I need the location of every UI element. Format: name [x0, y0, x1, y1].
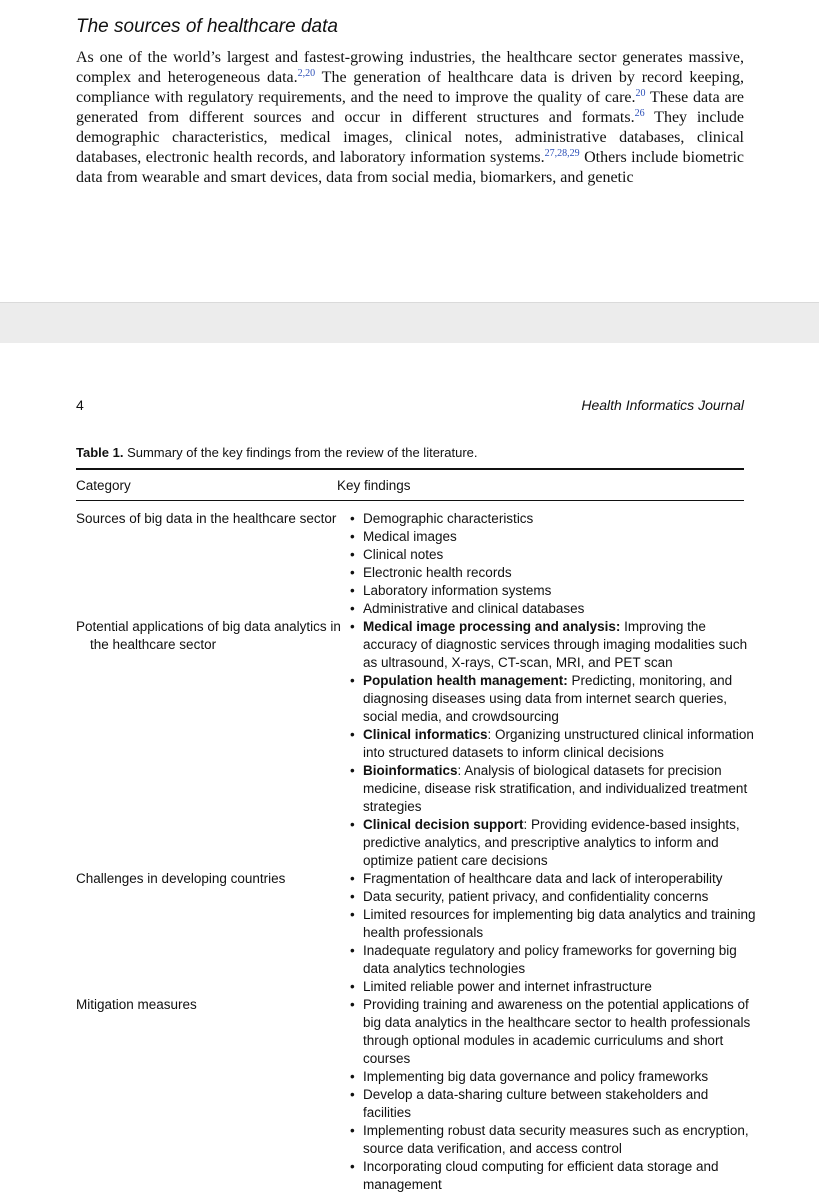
finding-item: [350, 906, 756, 942]
table-row: [76, 996, 756, 1194]
table-caption-text: Summary of the key findings from the review of the literature.: [123, 445, 478, 460]
finding-text: Implementing big data governance and policy frameworks: [363, 1069, 709, 1084]
finding-text: Data security, patient privacy, and confidentiality concerns: [363, 889, 709, 904]
category-cell: Mitigation measures: [76, 997, 197, 1012]
paragraph-text: They include demographic characteristics, medical images, clinical notes, administrative databases, clinical databases, electronic health records, and laboratory information systems.: [76, 109, 744, 166]
paragraph-text: Others include biometric data from wearable and smart devices, data from social media, biomarkers, and genetic: [76, 149, 744, 186]
finding-text: Providing training and awareness on the potential applications of big data analytics in the healthcare sector to health professionals through optional modules in academic curriculums and short courses: [363, 997, 751, 1066]
paragraph-text: The generation of healthcare data is driven by record keeping, compliance with regulatory requirements, and the need to improve the quality of care.: [76, 69, 745, 106]
findings-table-body: [76, 510, 756, 1194]
finding-item: [350, 600, 756, 618]
key-findings-cell: [346, 618, 756, 870]
finding-text: Implementing robust data security measures such as encryption, source data verification, and access control: [363, 1123, 749, 1156]
body-paragraph: [76, 48, 744, 188]
finding-text: Predicting, monitoring, and diagnosing diseases using data from internet search queries, social media, and crowdsourcing: [363, 673, 733, 724]
finding-item: [350, 1086, 756, 1122]
finding-text: Electronic health records: [363, 565, 512, 580]
finding-text: Incorporating cloud computing for efficient data storage and management: [363, 1159, 719, 1192]
key-findings-cell: [346, 996, 756, 1194]
findings-list: [350, 510, 756, 618]
finding-text: Inadequate regulatory and policy frameworks for governing big data analytics technologies: [363, 943, 737, 976]
paragraph-text: These data are generated from different sources and occur in different structures and formats.: [76, 89, 745, 126]
finding-text: Fragmentation of healthcare data and lack of interoperability: [363, 871, 723, 886]
column-header-category: Category: [76, 478, 131, 493]
table-row: [76, 870, 756, 996]
finding-title: Medical image processing and analysis:: [363, 619, 621, 634]
section-heading: The sources of healthcare data: [76, 16, 338, 37]
findings-list: [350, 996, 756, 1194]
finding-item: [350, 618, 756, 672]
page-number: 4: [76, 397, 84, 413]
finding-text: : Analysis of biological datasets for precision medicine, disease risk stratification, and individualized treatment strategies: [363, 763, 748, 814]
finding-text: Limited reliable power and internet infrastructure: [363, 979, 652, 994]
category-cell: Potential applications of big data analytics in the healthcare sector: [76, 619, 341, 652]
citation-link[interactable]: 2,20: [297, 68, 316, 79]
finding-item: [350, 726, 756, 762]
finding-item: [350, 1068, 756, 1086]
key-findings-cell: [346, 510, 756, 618]
finding-title: Bioinformatics: [363, 763, 458, 778]
finding-item: [350, 816, 756, 870]
key-findings-cell: [346, 870, 756, 996]
category-cell: Sources of big data in the healthcare sector: [76, 511, 337, 526]
paragraph-text: As one of the world’s largest and fastest-growing industries, the healthcare sector generates massive, complex and heterogeneous data.: [76, 49, 744, 86]
findings-list: [350, 870, 756, 996]
finding-item: [350, 1122, 756, 1158]
finding-title: Clinical informatics: [363, 727, 488, 742]
finding-text: Develop a data-sharing culture between stakeholders and facilities: [363, 1087, 709, 1120]
finding-text: Medical images: [363, 529, 457, 544]
finding-title: Population health management:: [363, 673, 568, 688]
citation-link[interactable]: 26: [634, 108, 645, 119]
finding-item: [350, 996, 756, 1068]
column-header-key-findings: Key findings: [337, 478, 411, 493]
finding-text: Clinical notes: [363, 547, 444, 562]
finding-item: [350, 672, 756, 726]
table-top-rule: [76, 468, 744, 470]
table-row: [76, 618, 756, 870]
citation-link[interactable]: 27,28,29: [544, 148, 580, 159]
finding-item: [350, 582, 756, 600]
page-separator: [0, 302, 819, 344]
finding-item: [350, 528, 756, 546]
finding-item: [350, 510, 756, 528]
table-row: [76, 510, 756, 618]
finding-text: Demographic characteristics: [363, 511, 534, 526]
finding-item: [350, 1158, 756, 1194]
finding-text: : Organizing unstructured clinical information into structured datasets to inform clinical decisions: [363, 727, 754, 760]
finding-text: Limited resources for implementing big data analytics and training health professionals: [363, 907, 756, 940]
table-header-rule: [76, 500, 744, 501]
running-header-journal: Health Informatics Journal: [581, 397, 744, 413]
finding-item: [350, 978, 756, 996]
findings-list: [350, 618, 756, 870]
finding-item: [350, 870, 756, 888]
category-cell: Challenges in developing countries: [76, 871, 286, 886]
finding-title: Clinical decision support: [363, 817, 524, 832]
finding-item: [350, 546, 756, 564]
finding-item: [350, 564, 756, 582]
upper-page: [0, 0, 819, 302]
table-caption-label: Table 1.: [76, 445, 124, 460]
citation-link[interactable]: 20: [635, 88, 646, 99]
finding-text: : Providing evidence-based insights, predictive analytics, and prescriptive analytics to inform and optimize patient care decisions: [363, 817, 740, 868]
table-caption: [76, 445, 478, 460]
finding-item: [350, 888, 756, 906]
finding-item: [350, 942, 756, 978]
finding-text: Improving the accuracy of diagnostic services through imaging modalities such as ultrasound, X-rays, CT-scan, MRI, and PET scan: [363, 619, 748, 670]
finding-text: Administrative and clinical databases: [363, 601, 585, 616]
finding-text: Laboratory information systems: [363, 583, 552, 598]
finding-item: [350, 762, 756, 816]
